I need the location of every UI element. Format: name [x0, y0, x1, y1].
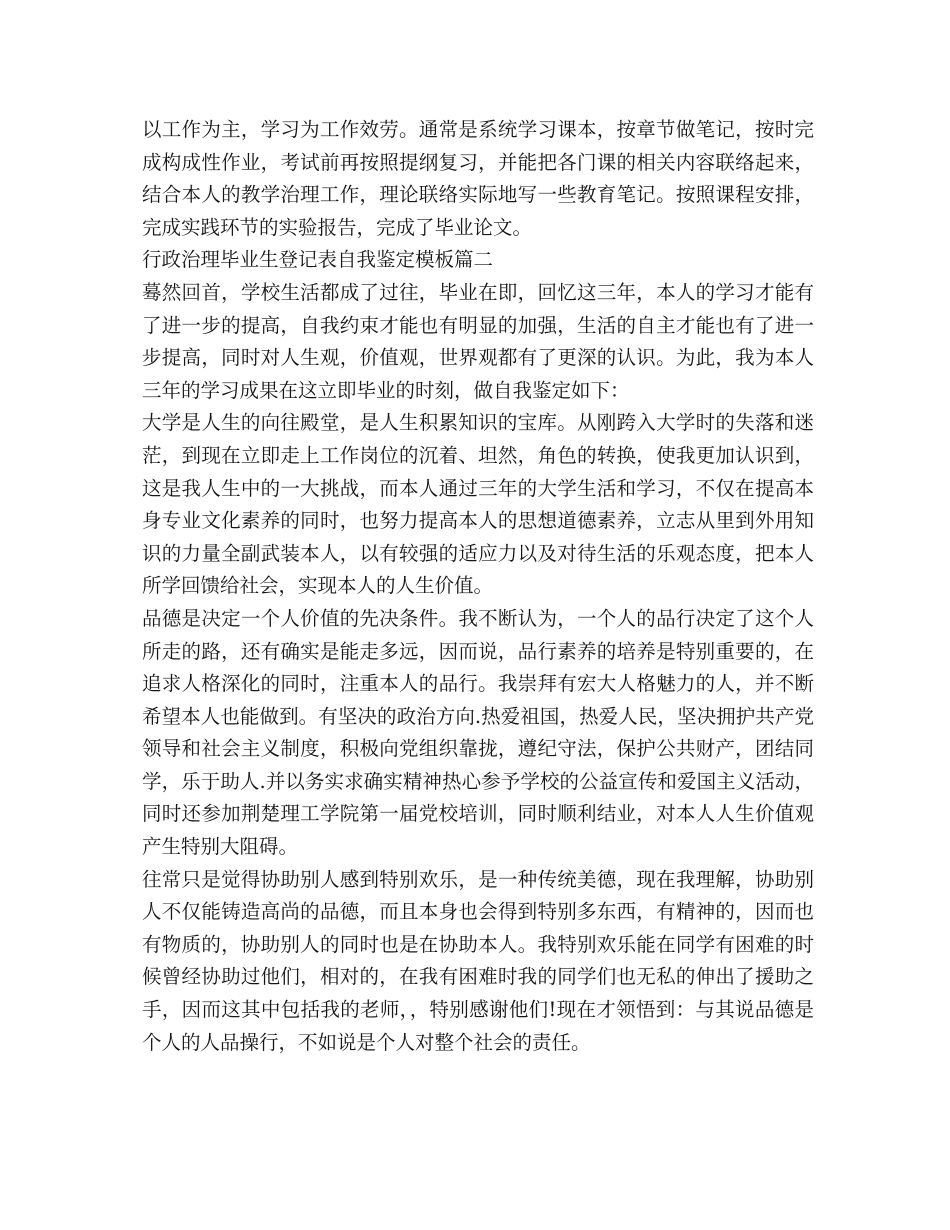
document-body: [142, 114, 814, 1059]
paragraph-university: 大学是人生的向往殿堂，是人生积累知识的宝库。从刚跨入大学时的失落和迷茫，到现在立即走上工作岗位的沉着、坦然，角色的转换，使我更加认识到，这是我人生中的一大挑战，而本人通过三年的大学生活和学习，不仅在提高本身专业文化素养的同时，也努力提高本人的思想道德素养，立志从里到外用知识的力量全副武装本人，以有较强的适应力以及对待生活的乐观态度，把本人所学回馈给社会，实现本人的人生价值。: [142, 411, 814, 598]
paragraph-intro: 蓦然回首，学校生活都成了过往，毕业在即，回忆这三年，本人的学习才能有了进一步的提高，自我约束才能也有明显的加强，生活的自主才能也有了进一步提高，同时对人生观，价值观，世界观都有了更深的认识。为此，我为本人三年的学习成果在这立即毕业的时刻，做自我鉴定如下：: [142, 280, 814, 402]
section-heading: 行政治理毕业生登记表自我鉴定模板篇二: [142, 248, 494, 272]
paragraph-helping-others: 往常只是觉得协助别人感到特别欢乐，是一种传统美德，现在我理解，协助别人不仅能铸造高尚的品德，而且本身也会得到特别多东西，有精神的，因而也有物质的，协助别人的同时也是在协助本人。我特别欢乐能在同学有困难的时候曾经协助过他们，相对的，在我有困难时我的同学们也无私的伸出了援助之手，因而这其中包括我的老师，，特别感谢他们!现在才领悟到：与其说品德是个人的人品操行，不如说是个人对整个社会的责任。: [142, 867, 814, 1054]
paragraph-study-method: 以工作为主，学习为工作效劳。通常是系统学习课本，按章节做笔记，按时完成构成性作业，考试前再按照提纲复习，并能把各门课的相关内容联络起来，结合本人的教学治理工作，理论联络实际地写一些教育笔记。按照课程安排，完成实践环节的实验报告，完成了毕业论文。: [142, 118, 814, 239]
paragraph-morality: 品德是决定一个人价值的先决条件。我不断认为，一个人的品行决定了这个人所走的路，还有确实是能走多远，因而说，品行素养的培养是特别重要的，在追求人格深化的同时，注重本人的品行。我崇拜有宏大人格魅力的人，并不断希望本人也能做到。有坚决的政治方向.热爱祖国，热爱人民，坚决拥护共产党领导和社会主义制度，积极向党组织靠拢，遵纪守法，保护公共财产，团结同学，乐于助人.并以务实求确实精神热心参予学校的公益宣传和爱国主义活动，同时还参加荆楚理工学院第一届党校培训，同时顺利结业，对本人人生价值观产生特别大阻碍。: [142, 606, 814, 859]
